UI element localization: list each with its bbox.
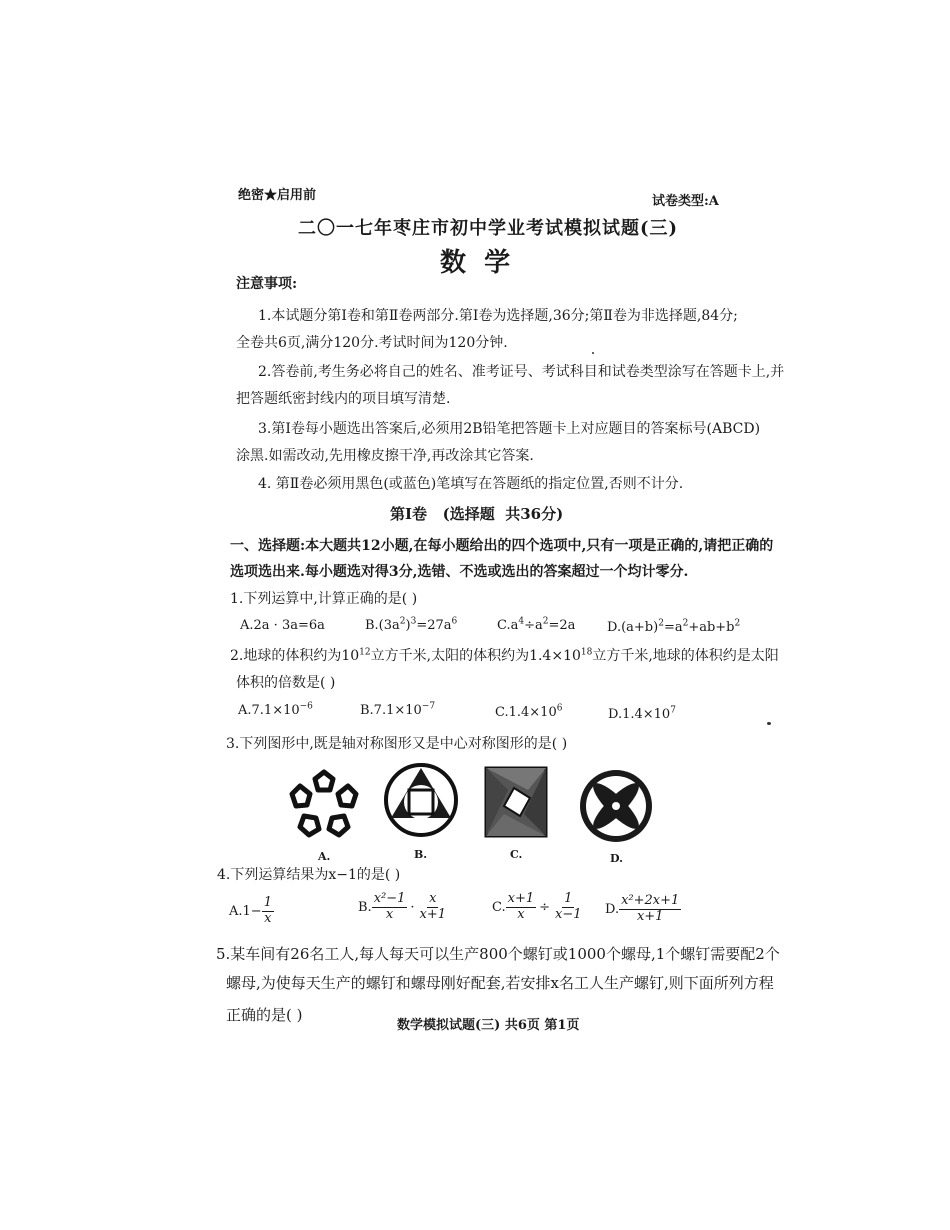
notice-heading: 注意事项:: [236, 276, 298, 292]
q1-option-b: $B.(3a^2)^3=27a^6$: [365, 616, 458, 633]
section-instructions: 一、选择题:本大题共12小题,在每小题给出的四个选项中,只有一项是正确的,请把正确的: [230, 538, 774, 554]
question-4-stem: 4.下列运算结果为x−1的是( ): [217, 867, 401, 883]
paper-type-label: 试卷类型:A: [652, 194, 719, 209]
subject-title: 数 学: [440, 248, 511, 278]
figure-c-label: C.: [510, 848, 523, 861]
question-5-line: 5.某车间有26名工人,每人每天可以生产800个螺钉或1000个螺母,1个螺钉需要配2个: [216, 945, 780, 963]
exam-title: 二〇一七年枣庄市初中学业考试模拟试题(三): [298, 218, 679, 239]
question-2-stem: 2.地球的体积约为$10^{12}$立方千米,太阳的体积约为$1.4\times 10^{18}$立方千米,地球的体积约是太阳: [230, 647, 779, 664]
figure-c-squares: [484, 766, 548, 838]
q4-option-d: D. $\frac{\text{x²+2x+1}}{x+1}$: [605, 893, 680, 924]
q1-option-c: $C.a^4\div a^2=2a$: [497, 616, 576, 633]
q2-option-b: $B.7.1\times 10^{-7}$: [360, 701, 436, 718]
scan-speck: [767, 722, 771, 725]
notice-item: 3.第Ⅰ卷每小题选出答案后,必须用2B铅笔把答题卡上对应题目的答案标号(ABCD): [258, 421, 761, 437]
q2-option-d: $D.1.4\times 10^7$: [608, 705, 676, 722]
question-5-line: 正确的是( ): [226, 1006, 303, 1024]
q4-option-b: B. $\frac{\text{x²−1}}{x}$ · $\frac{x}{x+1}$: [358, 891, 447, 922]
question-3-stem: 3.下列图形中,既是轴对称图形又是中心对称图形的是( ): [226, 736, 568, 752]
notice-item: 涂黑.如需改动,先用橡皮擦干净,再改涂其它答案.: [236, 448, 534, 464]
question-1-stem: 1.下列运算中,计算正确的是( ): [230, 591, 418, 607]
figure-a-label: A.: [318, 850, 331, 863]
notice-item: 全卷共6页,满分120分.考试时间为120分钟.: [236, 335, 508, 351]
figure-b-circle-triangle: [382, 760, 460, 840]
section-title: 第Ⅰ卷 (选择题 共36分): [390, 505, 564, 523]
notice-item: 4. 第Ⅱ卷必须用黑色(或蓝色)笔填写在答题纸的指定位置,否则不计分.: [258, 476, 684, 492]
scan-speck: [592, 352, 594, 354]
section-instructions: 选项选出来.每小题选对得3分,选错、不选或选出的答案超过一个均计零分.: [230, 564, 689, 580]
q1-option-a: A.2a · 3a=6a: [240, 618, 325, 633]
q4-option-c: C. $\frac{x+1}{x}$ ÷ $\frac{1}{x-1}$: [492, 891, 582, 922]
figure-d-petals: [576, 766, 656, 846]
notice-item: 把答题纸密封线内的项目填写清楚.: [236, 391, 451, 407]
q1-option-d: $D.(a+b)^2=a^2+ab+b^2$: [607, 618, 741, 635]
figure-a-pentagons: [288, 768, 360, 844]
page-footer: 数学模拟试题(三) 共6页 第1页: [397, 1018, 580, 1033]
notice-item: 1.本试题分第Ⅰ卷和第Ⅱ卷两部分.第Ⅰ卷为选择题,36分;第Ⅱ卷为非选择题,84分;: [258, 308, 738, 324]
figure-b-label: B.: [414, 848, 428, 861]
confidential-label: 绝密★启用前: [238, 188, 317, 203]
figure-d-label: D.: [610, 852, 623, 865]
q2-option-a: $A.7.1\times 10^{-6}$: [238, 701, 313, 718]
notice-item: 2.答卷前,考生务必将自己的姓名、准考证号、考试科目和试卷类型涂写在答题卡上,并: [258, 364, 785, 380]
question-5-line: 螺母,为使每天生产的螺钉和螺母刚好配套,若安排x名工人生产螺钉,则下面所列方程: [226, 974, 774, 992]
q2-option-c: $C.1.4\times 10^6$: [495, 703, 563, 720]
q4-option-a: A.1− $\frac{1}{x}$: [229, 895, 272, 926]
question-2-stem-cont: 体积的倍数是( ): [236, 675, 336, 691]
